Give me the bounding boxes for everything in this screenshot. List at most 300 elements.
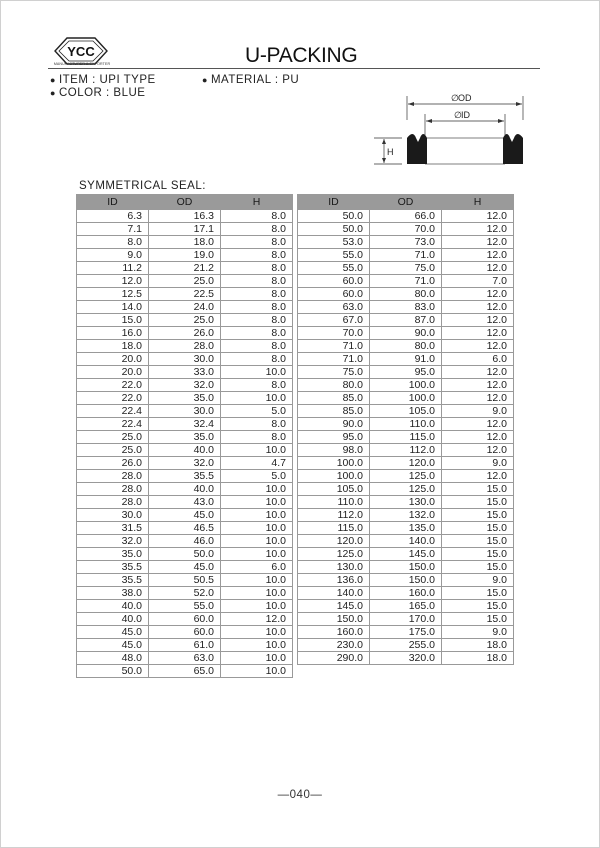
cell-id: 12.5 <box>77 288 149 301</box>
cell-h: 8.0 <box>221 327 293 340</box>
cell-od: 71.0 <box>370 249 442 262</box>
cell-h: 8.0 <box>221 353 293 366</box>
table-row <box>77 392 293 405</box>
table-row <box>77 379 293 392</box>
table-row <box>298 574 514 587</box>
cell-id: 55.0 <box>298 249 370 262</box>
cell-od: 115.0 <box>370 431 442 444</box>
cell-od: 25.0 <box>149 275 221 288</box>
table-row <box>77 574 293 587</box>
cell-od: 87.0 <box>370 314 442 327</box>
cell-h: 8.0 <box>221 236 293 249</box>
cell-h: 10.0 <box>221 366 293 379</box>
table-row <box>298 314 514 327</box>
table-row <box>77 535 293 548</box>
column-header-od: OD <box>149 195 221 210</box>
table-row <box>298 223 514 236</box>
cell-h: 12.0 <box>442 392 514 405</box>
table-row <box>298 275 514 288</box>
cell-id: 22.0 <box>77 379 149 392</box>
cell-od: 52.0 <box>149 587 221 600</box>
cell-id: 22.4 <box>77 405 149 418</box>
cell-id: 48.0 <box>77 652 149 665</box>
cell-id: 50.0 <box>77 665 149 678</box>
cell-od: 110.0 <box>370 418 442 431</box>
cell-od: 65.0 <box>149 665 221 678</box>
cell-id: 6.3 <box>77 210 149 223</box>
cell-h: 15.0 <box>442 483 514 496</box>
cell-od: 46.5 <box>149 522 221 535</box>
cell-od: 112.0 <box>370 444 442 457</box>
cell-od: 32.0 <box>149 379 221 392</box>
cell-h: 15.0 <box>442 509 514 522</box>
cell-h: 18.0 <box>442 639 514 652</box>
cell-h: 12.0 <box>442 418 514 431</box>
cell-h: 10.0 <box>221 548 293 561</box>
cell-id: 115.0 <box>298 522 370 535</box>
cell-id: 40.0 <box>77 613 149 626</box>
cell-od: 35.5 <box>149 470 221 483</box>
table-row <box>77 496 293 509</box>
cell-id: 25.0 <box>77 444 149 457</box>
size-table-left <box>76 194 293 678</box>
cell-h: 12.0 <box>442 236 514 249</box>
table-row <box>77 457 293 470</box>
cell-od: 130.0 <box>370 496 442 509</box>
svg-text:∅: ∅ <box>451 93 459 103</box>
cell-id: 35.5 <box>77 561 149 574</box>
cell-od: 40.0 <box>149 483 221 496</box>
table-row <box>298 327 514 340</box>
table-row <box>77 561 293 574</box>
section-title: SYMMETRICAL SEAL: <box>79 180 206 192</box>
table-row <box>298 210 514 223</box>
cell-h: 12.0 <box>442 444 514 457</box>
cell-od: 145.0 <box>370 548 442 561</box>
cell-od: 24.0 <box>149 301 221 314</box>
table-row <box>298 548 514 561</box>
cell-id: 67.0 <box>298 314 370 327</box>
cell-h: 8.0 <box>221 314 293 327</box>
cell-id: 60.0 <box>298 275 370 288</box>
table-row <box>298 340 514 353</box>
cell-h: 10.0 <box>221 574 293 587</box>
cell-id: 98.0 <box>298 444 370 457</box>
cell-od: 30.0 <box>149 405 221 418</box>
cell-od: 80.0 <box>370 340 442 353</box>
cell-od: 45.0 <box>149 509 221 522</box>
cell-h: 15.0 <box>442 561 514 574</box>
cell-od: 25.0 <box>149 314 221 327</box>
cell-h: 12.0 <box>442 249 514 262</box>
cell-od: 18.0 <box>149 236 221 249</box>
cell-id: 50.0 <box>298 210 370 223</box>
table-row <box>77 483 293 496</box>
table-row <box>298 613 514 626</box>
cell-id: 14.0 <box>77 301 149 314</box>
cell-od: 91.0 <box>370 353 442 366</box>
bullet-icon: ● <box>50 88 56 98</box>
cell-od: 150.0 <box>370 574 442 587</box>
table-row <box>298 444 514 457</box>
header-divider <box>48 68 540 69</box>
table-row <box>77 431 293 444</box>
cell-id: 63.0 <box>298 301 370 314</box>
cell-od: 125.0 <box>370 483 442 496</box>
cell-od: 83.0 <box>370 301 442 314</box>
table-row <box>298 301 514 314</box>
cell-h: 10.0 <box>221 509 293 522</box>
table-row <box>77 418 293 431</box>
cell-od: 60.0 <box>149 626 221 639</box>
cell-od: 55.0 <box>149 600 221 613</box>
cell-h: 8.0 <box>221 288 293 301</box>
table-row <box>298 288 514 301</box>
table-row <box>77 353 293 366</box>
cell-id: 95.0 <box>298 431 370 444</box>
cell-h: 9.0 <box>442 574 514 587</box>
cell-id: 145.0 <box>298 600 370 613</box>
seal-cross-section-diagram <box>370 90 540 170</box>
table-row <box>77 470 293 483</box>
cell-id: 136.0 <box>298 574 370 587</box>
table-row <box>298 249 514 262</box>
cell-od: 170.0 <box>370 613 442 626</box>
size-table-right <box>297 194 514 665</box>
cell-id: 15.0 <box>77 314 149 327</box>
cell-id: 90.0 <box>298 418 370 431</box>
cell-h: 10.0 <box>221 626 293 639</box>
cell-h: 15.0 <box>442 496 514 509</box>
cell-id: 7.1 <box>77 223 149 236</box>
cell-od: 22.5 <box>149 288 221 301</box>
cell-id: 80.0 <box>298 379 370 392</box>
bullet-icon: ● <box>202 75 208 85</box>
cell-id: 100.0 <box>298 457 370 470</box>
table-row <box>77 288 293 301</box>
page-title: U-PACKING <box>245 44 358 67</box>
cell-od: 60.0 <box>149 613 221 626</box>
cell-id: 45.0 <box>77 626 149 639</box>
cell-h: 10.0 <box>221 652 293 665</box>
cell-od: 61.0 <box>149 639 221 652</box>
cell-id: 71.0 <box>298 340 370 353</box>
table-row <box>77 223 293 236</box>
cell-od: 73.0 <box>370 236 442 249</box>
cell-id: 16.0 <box>77 327 149 340</box>
table-row <box>77 665 293 678</box>
cell-id: 71.0 <box>298 353 370 366</box>
table-row <box>298 418 514 431</box>
spec-material-text: MATERIAL : PU <box>210 74 300 86</box>
table-row <box>77 639 293 652</box>
spec-item <box>50 74 156 86</box>
cell-h: 8.0 <box>221 431 293 444</box>
cell-id: 112.0 <box>298 509 370 522</box>
cell-id: 22.4 <box>77 418 149 431</box>
cell-od: 120.0 <box>370 457 442 470</box>
cell-od: 30.0 <box>149 353 221 366</box>
table-row <box>298 431 514 444</box>
cell-od: 46.0 <box>149 535 221 548</box>
cell-od: 132.0 <box>370 509 442 522</box>
cell-h: 8.0 <box>221 223 293 236</box>
table-row <box>77 652 293 665</box>
cell-id: 30.0 <box>77 509 149 522</box>
table-row <box>298 652 514 665</box>
column-header-h: H <box>442 195 514 210</box>
cell-id: 35.0 <box>77 548 149 561</box>
table-row <box>298 600 514 613</box>
table-row <box>77 275 293 288</box>
cell-id: 28.0 <box>77 496 149 509</box>
cell-od: 70.0 <box>370 223 442 236</box>
table-row <box>298 626 514 639</box>
cell-h: 9.0 <box>442 457 514 470</box>
cell-id: 12.0 <box>77 275 149 288</box>
cell-h: 15.0 <box>442 522 514 535</box>
cell-id: 130.0 <box>298 561 370 574</box>
page-number: —040— <box>277 789 323 801</box>
cell-h: 12.0 <box>442 327 514 340</box>
cell-od: 19.0 <box>149 249 221 262</box>
table-row <box>77 340 293 353</box>
cell-id: 125.0 <box>298 548 370 561</box>
table-row <box>298 379 514 392</box>
cell-id: 11.2 <box>77 262 149 275</box>
table-row <box>298 496 514 509</box>
table-row <box>298 405 514 418</box>
cell-h: 8.0 <box>221 249 293 262</box>
cell-od: 255.0 <box>370 639 442 652</box>
cell-h: 12.0 <box>442 314 514 327</box>
table-row <box>77 444 293 457</box>
cell-od: 75.0 <box>370 262 442 275</box>
cell-id: 32.0 <box>77 535 149 548</box>
table-row <box>298 522 514 535</box>
table-row <box>77 366 293 379</box>
table-row <box>77 262 293 275</box>
table-row <box>77 613 293 626</box>
cell-od: 95.0 <box>370 366 442 379</box>
table-row <box>298 392 514 405</box>
cell-id: 26.0 <box>77 457 149 470</box>
table-row <box>298 470 514 483</box>
cell-id: 105.0 <box>298 483 370 496</box>
cell-od: 105.0 <box>370 405 442 418</box>
cell-h: 9.0 <box>442 626 514 639</box>
cell-h: 12.0 <box>442 262 514 275</box>
cell-od: 17.1 <box>149 223 221 236</box>
cell-od: 43.0 <box>149 496 221 509</box>
cell-od: 135.0 <box>370 522 442 535</box>
cell-h: 12.0 <box>442 340 514 353</box>
cell-h: 10.0 <box>221 444 293 457</box>
cell-h: 7.0 <box>442 275 514 288</box>
cell-od: 125.0 <box>370 470 442 483</box>
cell-od: 32.0 <box>149 457 221 470</box>
bullet-icon: ● <box>50 75 56 85</box>
cell-h: 8.0 <box>221 262 293 275</box>
column-header-id: ID <box>77 195 149 210</box>
cell-od: 21.2 <box>149 262 221 275</box>
cell-od: 66.0 <box>370 210 442 223</box>
cell-id: 50.0 <box>298 223 370 236</box>
cell-h: 10.0 <box>221 665 293 678</box>
cell-h: 8.0 <box>221 275 293 288</box>
cell-h: 15.0 <box>442 548 514 561</box>
cell-h: 8.0 <box>221 301 293 314</box>
cell-id: 22.0 <box>77 392 149 405</box>
spec-color <box>50 87 145 99</box>
cell-id: 8.0 <box>77 236 149 249</box>
table-row <box>77 249 293 262</box>
spec-color-text: COLOR : BLUE <box>58 87 146 99</box>
cell-id: 18.0 <box>77 340 149 353</box>
table-row <box>298 236 514 249</box>
cell-od: 71.0 <box>370 275 442 288</box>
cell-h: 18.0 <box>442 652 514 665</box>
h-label: H <box>387 147 394 157</box>
cell-od: 160.0 <box>370 587 442 600</box>
cell-id: 55.0 <box>298 262 370 275</box>
cell-id: 45.0 <box>77 639 149 652</box>
cell-id: 60.0 <box>298 288 370 301</box>
cell-h: 15.0 <box>442 600 514 613</box>
id-label: ID <box>461 110 470 120</box>
table-row <box>77 522 293 535</box>
table-row <box>298 639 514 652</box>
cell-h: 10.0 <box>221 639 293 652</box>
cell-h: 12.0 <box>442 470 514 483</box>
cell-id: 25.0 <box>77 431 149 444</box>
cell-od: 140.0 <box>370 535 442 548</box>
cell-h: 8.0 <box>221 210 293 223</box>
cell-h: 15.0 <box>442 587 514 600</box>
cell-h: 12.0 <box>442 223 514 236</box>
cell-od: 90.0 <box>370 327 442 340</box>
cell-h: 15.0 <box>442 613 514 626</box>
cell-od: 50.5 <box>149 574 221 587</box>
column-header-h: H <box>221 195 293 210</box>
spec-item-text: ITEM : UPI TYPE <box>58 74 156 86</box>
cell-od: 100.0 <box>370 379 442 392</box>
cell-h: 5.0 <box>221 405 293 418</box>
spec-material <box>202 74 299 86</box>
cell-id: 20.0 <box>77 353 149 366</box>
cell-id: 28.0 <box>77 483 149 496</box>
table-row <box>77 314 293 327</box>
cell-id: 85.0 <box>298 392 370 405</box>
table-row <box>77 210 293 223</box>
cell-od: 175.0 <box>370 626 442 639</box>
cell-h: 5.0 <box>221 470 293 483</box>
cell-h: 12.0 <box>442 288 514 301</box>
column-header-id: ID <box>298 195 370 210</box>
cell-h: 12.0 <box>442 301 514 314</box>
table-row <box>77 548 293 561</box>
cell-id: 75.0 <box>298 366 370 379</box>
cell-od: 80.0 <box>370 288 442 301</box>
cell-h: 12.0 <box>442 431 514 444</box>
table-row <box>298 457 514 470</box>
cell-h: 8.0 <box>221 379 293 392</box>
cell-h: 6.0 <box>442 353 514 366</box>
cell-h: 15.0 <box>442 535 514 548</box>
cell-id: 290.0 <box>298 652 370 665</box>
cell-id: 31.5 <box>77 522 149 535</box>
cell-id: 160.0 <box>298 626 370 639</box>
svg-text:∅: ∅ <box>454 110 462 120</box>
table-row <box>298 366 514 379</box>
cell-id: 35.5 <box>77 574 149 587</box>
cell-id: 9.0 <box>77 249 149 262</box>
table-row <box>77 327 293 340</box>
cell-id: 150.0 <box>298 613 370 626</box>
cell-od: 50.0 <box>149 548 221 561</box>
cell-id: 120.0 <box>298 535 370 548</box>
cell-h: 9.0 <box>442 405 514 418</box>
cell-id: 140.0 <box>298 587 370 600</box>
table-row <box>77 600 293 613</box>
cell-id: 20.0 <box>77 366 149 379</box>
cell-od: 33.0 <box>149 366 221 379</box>
cell-od: 35.0 <box>149 431 221 444</box>
cell-h: 12.0 <box>442 366 514 379</box>
cell-id: 40.0 <box>77 600 149 613</box>
table-row <box>77 587 293 600</box>
cell-od: 150.0 <box>370 561 442 574</box>
table-row <box>298 509 514 522</box>
cell-od: 16.3 <box>149 210 221 223</box>
cell-h: 10.0 <box>221 483 293 496</box>
table-row <box>298 353 514 366</box>
cell-h: 6.0 <box>221 561 293 574</box>
cell-h: 4.7 <box>221 457 293 470</box>
cell-od: 100.0 <box>370 392 442 405</box>
column-header-od: OD <box>370 195 442 210</box>
cell-id: 110.0 <box>298 496 370 509</box>
cell-od: 32.4 <box>149 418 221 431</box>
cell-h: 10.0 <box>221 522 293 535</box>
cell-h: 10.0 <box>221 587 293 600</box>
cell-h: 10.0 <box>221 392 293 405</box>
cell-id: 100.0 <box>298 470 370 483</box>
table-row <box>298 535 514 548</box>
cell-od: 28.0 <box>149 340 221 353</box>
cell-h: 12.0 <box>221 613 293 626</box>
table-row <box>298 561 514 574</box>
cell-id: 28.0 <box>77 470 149 483</box>
table-header-row <box>298 195 514 210</box>
cell-id: 70.0 <box>298 327 370 340</box>
cell-od: 40.0 <box>149 444 221 457</box>
cell-h: 8.0 <box>221 418 293 431</box>
cell-od: 26.0 <box>149 327 221 340</box>
cell-h: 12.0 <box>442 210 514 223</box>
cell-od: 45.0 <box>149 561 221 574</box>
table-row <box>298 262 514 275</box>
table-row <box>77 509 293 522</box>
table-row <box>77 236 293 249</box>
cell-h: 10.0 <box>221 600 293 613</box>
table-row <box>77 626 293 639</box>
table-row <box>77 301 293 314</box>
cell-id: 53.0 <box>298 236 370 249</box>
table-row <box>298 587 514 600</box>
cell-h: 8.0 <box>221 340 293 353</box>
cell-od: 35.0 <box>149 392 221 405</box>
